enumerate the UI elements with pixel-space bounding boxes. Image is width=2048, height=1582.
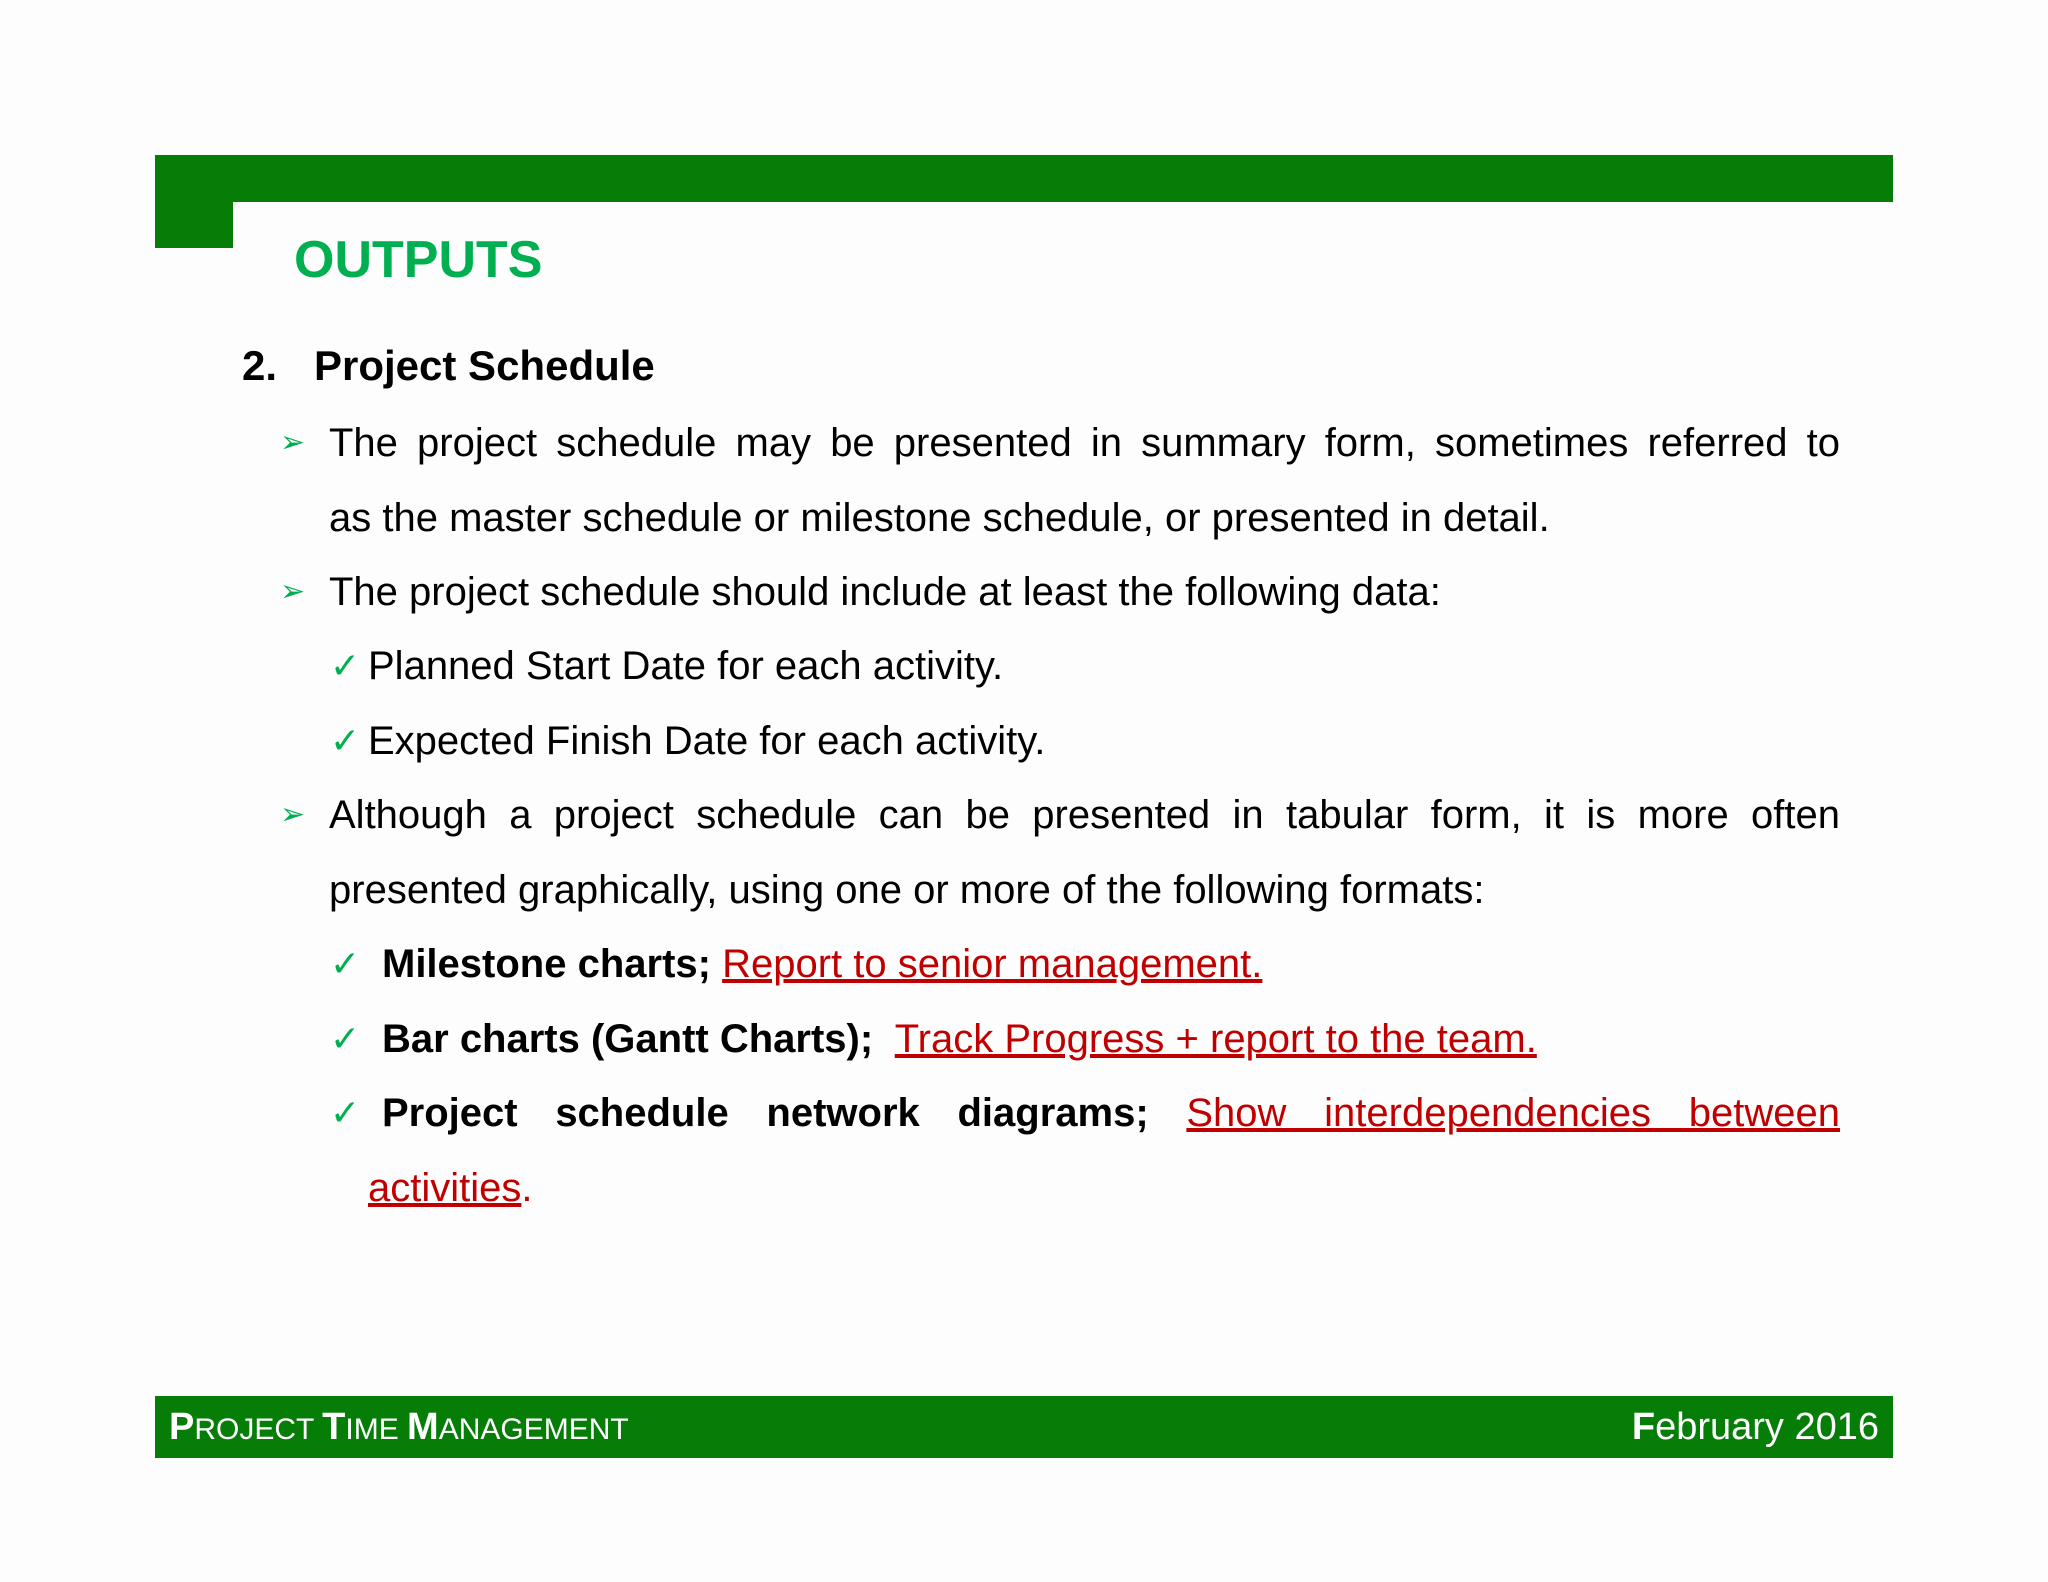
- format-note-link[interactable]: Track Progress + report to the team.: [894, 1017, 1537, 1061]
- format-note-link[interactable]: Report to senior management.: [722, 942, 1263, 986]
- bullet-text: The project schedule may be presented in summary form, sometimes referred to: [329, 421, 1840, 465]
- format-note-link[interactable]: activities: [368, 1166, 522, 1210]
- format-item: [382, 1089, 1840, 1137]
- header-bar: [155, 155, 1893, 202]
- arrow-bullet-icon: ➢: [280, 575, 306, 608]
- bullet-text: Although a project schedule can be presented in tabular form, it is more often: [329, 793, 1840, 837]
- data-item: Planned Start Date for each activity.: [368, 644, 1004, 688]
- checkmark-icon: ✓: [330, 1018, 361, 1059]
- bullet-text-cont: as the master schedule or milestone schedule, or presented in detail.: [329, 496, 1550, 540]
- section-title: Project Schedule: [314, 342, 655, 389]
- format-item-cont: [368, 1164, 533, 1212]
- checkmark-icon: ✓: [330, 720, 361, 761]
- format-note-link[interactable]: Show interdependencies between: [1186, 1091, 1840, 1135]
- arrow-bullet-icon: ➢: [280, 426, 306, 459]
- section-heading: [242, 342, 655, 390]
- footer-bar: [155, 1396, 1893, 1458]
- format-item: [382, 940, 1262, 988]
- footer-title: PROJECT TIME MANAGEMENT: [169, 1406, 629, 1448]
- checkmark-icon: ✓: [330, 645, 361, 686]
- format-label: Bar charts (Gantt Charts);: [382, 1017, 874, 1061]
- footer-date: February 2016: [1631, 1406, 1879, 1448]
- checkmark-icon: ✓: [330, 1092, 361, 1133]
- data-item: Expected Finish Date for each activity.: [368, 719, 1046, 763]
- arrow-bullet-icon: ➢: [280, 798, 306, 831]
- slide-title: OUTPUTS: [294, 231, 543, 289]
- bullet-text: The project schedule should include at least the following data:: [329, 570, 1441, 614]
- format-item: [382, 1015, 1537, 1063]
- header-corner-block: [155, 155, 233, 248]
- checkmark-icon: ✓: [330, 943, 361, 984]
- format-label: Project schedule network diagrams;: [382, 1091, 1149, 1135]
- format-label: Milestone charts;: [382, 942, 711, 986]
- bullet-text-cont: presented graphically, using one or more of the following formats:: [329, 868, 1485, 912]
- format-note-tail: .: [521, 1166, 533, 1210]
- section-number: 2.: [242, 342, 278, 389]
